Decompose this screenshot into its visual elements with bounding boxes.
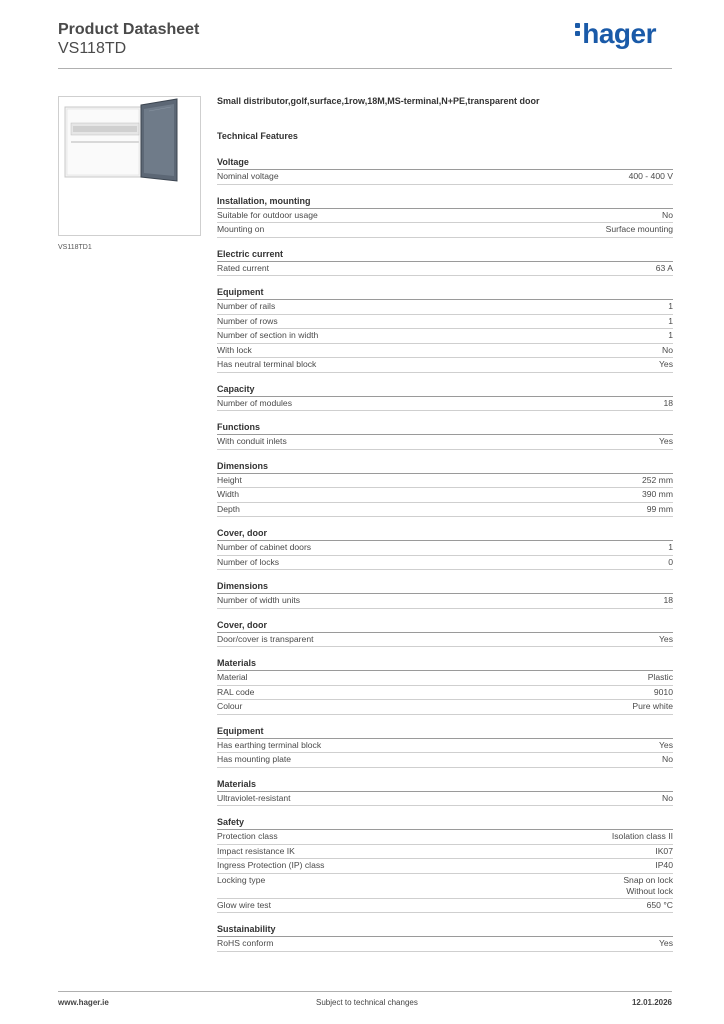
feature-label: Glow wire test bbox=[217, 899, 271, 910]
feature-label: Protection class bbox=[217, 831, 278, 841]
section-title: Materials bbox=[217, 778, 673, 792]
feature-value: 63 A bbox=[655, 262, 673, 273]
section-title: Materials bbox=[217, 657, 673, 671]
feature-section bbox=[217, 421, 673, 450]
feature-section bbox=[217, 383, 673, 412]
feature-row bbox=[217, 358, 673, 373]
feature-value: Snap on lock Without lock bbox=[623, 874, 673, 896]
logo-dots-icon bbox=[575, 20, 581, 39]
feature-label: Width bbox=[217, 489, 239, 499]
feature-row bbox=[217, 541, 673, 556]
footer-divider bbox=[58, 991, 672, 992]
feature-label: With lock bbox=[217, 344, 252, 355]
feature-value: 99 mm bbox=[646, 503, 673, 514]
product-description: Small distributor,golf,surface,1row,18M,MS-terminal,N+PE,transparent door bbox=[217, 96, 540, 106]
feature-section bbox=[217, 460, 673, 518]
feature-label: Has earthing terminal block bbox=[217, 739, 322, 750]
section-title: Sustainability bbox=[217, 923, 673, 937]
feature-label: Number of rails bbox=[217, 301, 276, 311]
feature-value: Yes bbox=[658, 938, 673, 948]
page-header bbox=[58, 20, 672, 68]
feature-value: 1 bbox=[668, 542, 673, 552]
feature-value: Yes bbox=[658, 359, 673, 369]
feature-label: Door/cover is transparent bbox=[217, 633, 314, 644]
hager-logo bbox=[575, 20, 656, 48]
feature-row bbox=[217, 753, 673, 768]
feature-sections bbox=[217, 156, 673, 952]
feature-row bbox=[217, 686, 673, 701]
section-title: Voltage bbox=[217, 156, 673, 170]
section-title: Equipment bbox=[217, 725, 673, 739]
feature-value: IK07 bbox=[655, 845, 673, 856]
feature-label: Number of width units bbox=[217, 595, 301, 605]
feature-label: Number of locks bbox=[217, 556, 280, 567]
section-title: Dimensions bbox=[217, 580, 673, 594]
feature-label: RAL code bbox=[217, 686, 255, 697]
feature-row bbox=[217, 792, 673, 807]
feature-row bbox=[217, 315, 673, 330]
image-caption: VS118TD1 bbox=[58, 244, 92, 251]
feature-section bbox=[217, 527, 673, 570]
feature-section bbox=[217, 923, 673, 952]
feature-row bbox=[217, 435, 673, 450]
website-link[interactable]: www.hager.ie bbox=[58, 998, 109, 1007]
section-title: Installation, mounting bbox=[217, 195, 673, 209]
feature-value: 252 mm bbox=[641, 474, 673, 485]
print-date: 12.01.2026 bbox=[631, 998, 672, 1007]
feature-row bbox=[217, 329, 673, 344]
feature-value: Pure white bbox=[632, 701, 673, 711]
feature-section bbox=[217, 286, 673, 373]
feature-value: Surface mounting bbox=[605, 224, 673, 234]
feature-row bbox=[217, 503, 673, 518]
feature-value: 400 - 400 V bbox=[628, 171, 673, 181]
feature-label: Impact resistance IK bbox=[217, 845, 295, 856]
page-title: Product Datasheet bbox=[58, 21, 200, 38]
feature-value: Yes bbox=[658, 436, 673, 446]
feature-section bbox=[217, 156, 673, 185]
feature-row bbox=[217, 556, 673, 571]
feature-label: Colour bbox=[217, 701, 243, 711]
feature-label: Locking type bbox=[217, 874, 266, 885]
feature-value: 0 bbox=[668, 556, 673, 567]
feature-label: Height bbox=[217, 474, 242, 485]
feature-row bbox=[217, 344, 673, 359]
feature-value: 1 bbox=[668, 330, 673, 340]
feature-value: 1 bbox=[668, 315, 673, 326]
section-title: Functions bbox=[217, 421, 673, 435]
feature-value: IP40 bbox=[655, 860, 673, 870]
feature-label: RoHS conform bbox=[217, 938, 274, 948]
feature-row bbox=[217, 223, 673, 238]
feature-value: 18 bbox=[663, 595, 673, 605]
feature-row bbox=[217, 700, 673, 715]
feature-label: Number of cabinet doors bbox=[217, 542, 312, 552]
feature-label: Mounting on bbox=[217, 224, 265, 234]
feature-row bbox=[217, 874, 673, 899]
feature-label: Number of rows bbox=[217, 315, 278, 326]
feature-label: Number of modules bbox=[217, 397, 292, 408]
feature-label: Ultraviolet-resistant bbox=[217, 792, 291, 803]
feature-value: 650 °C bbox=[646, 899, 673, 910]
feature-value: No bbox=[662, 754, 673, 764]
product-code: VS118TD bbox=[58, 40, 127, 57]
feature-value: Plastic bbox=[647, 672, 673, 682]
feature-row bbox=[217, 300, 673, 315]
feature-label: Number of section in width bbox=[217, 330, 319, 340]
section-title: Electric current bbox=[217, 248, 673, 262]
header-divider bbox=[58, 68, 672, 69]
feature-row bbox=[217, 209, 673, 224]
section-title: Safety bbox=[217, 816, 673, 830]
feature-label: Rated current bbox=[217, 262, 270, 273]
distribution-board-icon bbox=[59, 97, 200, 235]
feature-label: With conduit inlets bbox=[217, 436, 287, 446]
feature-row bbox=[217, 170, 673, 185]
feature-value: Yes bbox=[658, 633, 673, 644]
feature-section bbox=[217, 580, 673, 609]
feature-row bbox=[217, 594, 673, 609]
feature-row bbox=[217, 671, 673, 686]
feature-row bbox=[217, 859, 673, 874]
feature-value: No bbox=[662, 209, 673, 220]
section-title: Dimensions bbox=[217, 460, 673, 474]
feature-section bbox=[217, 248, 673, 277]
feature-value: Yes bbox=[658, 739, 673, 750]
product-image bbox=[58, 96, 201, 236]
feature-row bbox=[217, 845, 673, 860]
feature-row bbox=[217, 633, 673, 648]
feature-row bbox=[217, 937, 673, 952]
section-title: Equipment bbox=[217, 286, 673, 300]
feature-section bbox=[217, 657, 673, 715]
logo-text: hager bbox=[582, 18, 656, 49]
feature-row bbox=[217, 397, 673, 412]
feature-section bbox=[217, 725, 673, 768]
section-title: Capacity bbox=[217, 383, 673, 397]
feature-value: 390 mm bbox=[641, 489, 673, 499]
section-title: Cover, door bbox=[217, 619, 673, 633]
section-title: Cover, door bbox=[217, 527, 673, 541]
feature-section bbox=[217, 195, 673, 238]
feature-value: 1 bbox=[668, 301, 673, 311]
feature-section bbox=[217, 619, 673, 648]
feature-label: Depth bbox=[217, 503, 240, 514]
feature-section bbox=[217, 778, 673, 807]
technical-content bbox=[217, 96, 673, 962]
feature-value: 18 bbox=[663, 397, 673, 408]
feature-row bbox=[217, 474, 673, 489]
feature-label: Has mounting plate bbox=[217, 754, 292, 764]
feature-label: Material bbox=[217, 672, 248, 682]
feature-value: Isolation class II bbox=[611, 831, 673, 841]
feature-label: Nominal voltage bbox=[217, 171, 279, 181]
feature-label: Has neutral terminal block bbox=[217, 359, 317, 369]
feature-label: Suitable for outdoor usage bbox=[217, 209, 318, 220]
feature-row bbox=[217, 488, 673, 503]
feature-value: No bbox=[662, 344, 673, 355]
feature-row bbox=[217, 899, 673, 914]
disclaimer-note: Subject to technical changes bbox=[316, 998, 418, 1007]
feature-value: No bbox=[662, 792, 673, 803]
feature-value: 9010 bbox=[653, 686, 673, 697]
feature-row bbox=[217, 262, 673, 277]
feature-label: Ingress Protection (IP) class bbox=[217, 860, 325, 870]
feature-section bbox=[217, 816, 673, 913]
feature-row bbox=[217, 739, 673, 754]
technical-features-heading: Technical Features bbox=[217, 131, 298, 141]
feature-row bbox=[217, 830, 673, 845]
